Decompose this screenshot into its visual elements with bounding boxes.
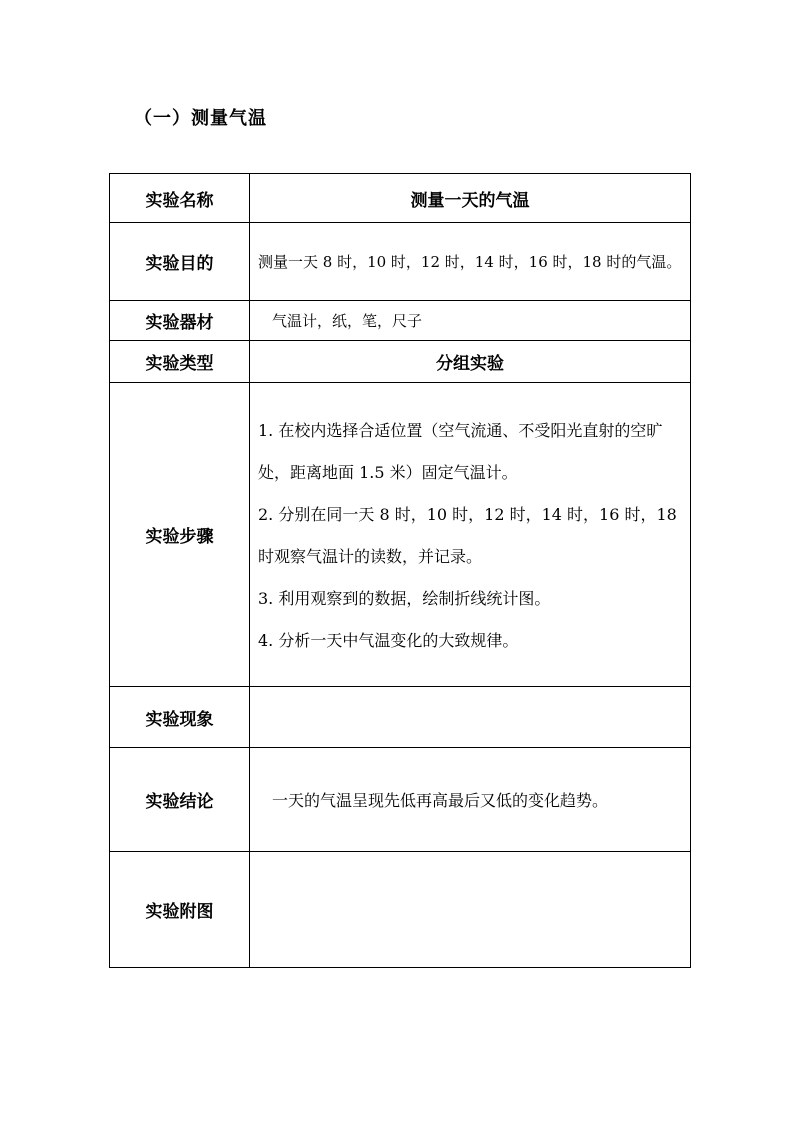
value-experiment-steps	[250, 383, 691, 687]
step-item: 4. 分析一天中气温变化的大致规律。	[258, 630, 519, 650]
experiment-table	[109, 173, 691, 968]
label-experiment-steps: 实验步骤	[110, 383, 250, 687]
value-experiment-attachment	[250, 852, 691, 968]
label-experiment-attachment: 实验附图	[110, 852, 250, 968]
value-experiment-type: 分组实验	[250, 341, 691, 383]
label-experiment-phenomenon: 实验现象	[110, 687, 250, 748]
row-experiment-equipment	[110, 301, 691, 341]
value-experiment-conclusion	[250, 748, 691, 852]
row-experiment-name	[110, 174, 691, 223]
row-experiment-conclusion	[110, 748, 691, 852]
section-title: （一）测量气温	[134, 108, 267, 129]
row-experiment-type	[110, 341, 691, 383]
step-item: 3. 利用观察到的数据，绘制折线统计图。	[258, 588, 551, 608]
label-experiment-type: 实验类型	[110, 341, 250, 383]
label-experiment-purpose: 实验目的	[110, 223, 250, 301]
label-experiment-name: 实验名称	[110, 174, 250, 223]
value-experiment-equipment: 气温计，纸，笔，尺子	[250, 301, 691, 341]
value-experiment-name: 测量一天的气温	[250, 174, 691, 223]
row-experiment-attachment	[110, 852, 691, 968]
label-experiment-equipment: 实验器材	[110, 301, 250, 341]
row-experiment-steps	[110, 383, 691, 687]
row-experiment-phenomenon	[110, 687, 691, 748]
label-experiment-conclusion: 实验结论	[110, 748, 250, 852]
step-item: 1. 在校内选择合适位置（空气流通、不受阳光直射的空旷处，距离地面 1.5 米）固定气温计。	[258, 420, 663, 482]
row-experiment-purpose	[110, 223, 691, 301]
value-experiment-purpose: 测量一天 8 时，10 时，12 时，14 时，16 时，18 时的气温。	[250, 223, 691, 301]
conclusion-text: 一天的气温呈现先低再高最后又低的变化趋势。	[272, 791, 609, 810]
step-item: 2. 分别在同一天 8 时，10 时，12 时，14 时，16 时，18 时观察气温计的读数，并记录。	[258, 504, 677, 566]
value-experiment-phenomenon	[250, 687, 691, 748]
steps-list	[250, 408, 690, 662]
